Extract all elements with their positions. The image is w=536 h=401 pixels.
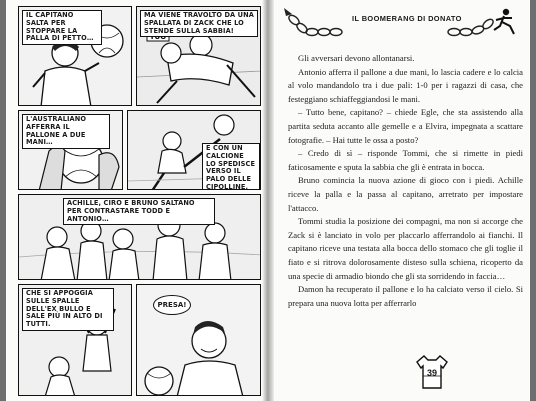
paragraph-6: Tommi studia la posizione dei compagni, ma non si accorge che Zack si è lanciato in volo per placcarlo afferrandolo ai fianchi. Il capitano riceve una testata alla bocca dello stomaco che gli toglie il fiato e si ritrova dolorosamente disteso sulla schiena, ricoperto da una specie di armadio biondo che gli sta sorridendo in faccia… xyxy=(288,216,523,281)
caption-2: MA VIENE TRAVOLTO DA UNA SPALLATA DI ZACK CHE LO STENDE SULLA SABBIA! xyxy=(140,10,258,37)
paragraph-1: Gli avversari devono allontanarsi. xyxy=(298,53,415,63)
comic-panel-1 xyxy=(18,6,132,106)
book-gutter xyxy=(262,0,274,401)
paragraph-3: – Tutto bene, capitano? – chiede Egle, che sta assistendo alla partita seduta accanto alle gemelle e a Elvira, impegnata a scattare fotografie. – Hai tutte le ossa a posto? xyxy=(288,107,523,145)
chapter-body xyxy=(288,52,523,310)
text-page xyxy=(274,0,530,401)
comic-panel-5 xyxy=(18,194,261,280)
comic-panel-6 xyxy=(18,284,132,396)
comic-panel-3 xyxy=(18,110,123,190)
caption-4: E CON UN CALCIONE LO SPEDISCE VERSO IL PALO DELLE CIPOLLINE. xyxy=(202,143,260,190)
caption-3: L'AUSTRALIANO AFFERRA IL PALLONE A DUE MANI… xyxy=(22,114,110,149)
running-player-icon xyxy=(494,9,514,34)
paragraph-4: – Credo di sì – risponde Tommi, che si rimette in piedi faticosamente e sputa la sabbia che gli è entrata in bocca. xyxy=(288,148,523,172)
running-head: IL BOOMERANG DI DONATO xyxy=(352,14,462,23)
comic-panel-4 xyxy=(127,110,261,190)
paragraph-5: Bruno comincia la nuova azione di gioco con i piedi. Achille riceve la palla e la passa al capitano, arretrato per impostare l'attacco. xyxy=(288,175,523,213)
caption-1: IL CAPITANO SALTA PER STOPPARE LA PALLA DI PETTO… xyxy=(22,10,102,45)
caption-6: CHE SI APPOGGIA SULLE SPALLE DELL'EX BULLO E SALE PIÙ IN ALTO DI TUTTI. xyxy=(22,288,114,331)
page-number: 39 xyxy=(426,368,437,378)
comic-panel-7 xyxy=(136,284,261,396)
caption-5: ACHILLE, CIRO E BRUNO SALTANO PER CONTRASTARE TODD E ANTONIO… xyxy=(63,198,215,225)
comic-panel-2 xyxy=(136,6,261,106)
paragraph-7: Damon ha recuperato il pallone e lo ha calciato verso il cielo. Si prepara una nuova lotta per afferrarlo xyxy=(288,284,523,308)
chain-border-decoration xyxy=(282,4,522,44)
comic-page xyxy=(6,0,263,401)
speech-bubble-presa: PRESA! xyxy=(153,295,191,315)
paragraph-2: Antonio afferra il pallone a due mani, lo lascia cadere e lo calcia al volo mandandolo tra i due pali: 1-0 per i ragazzi di casa, che festeggiano schiaffeggiandosi le mani. xyxy=(288,66,523,104)
